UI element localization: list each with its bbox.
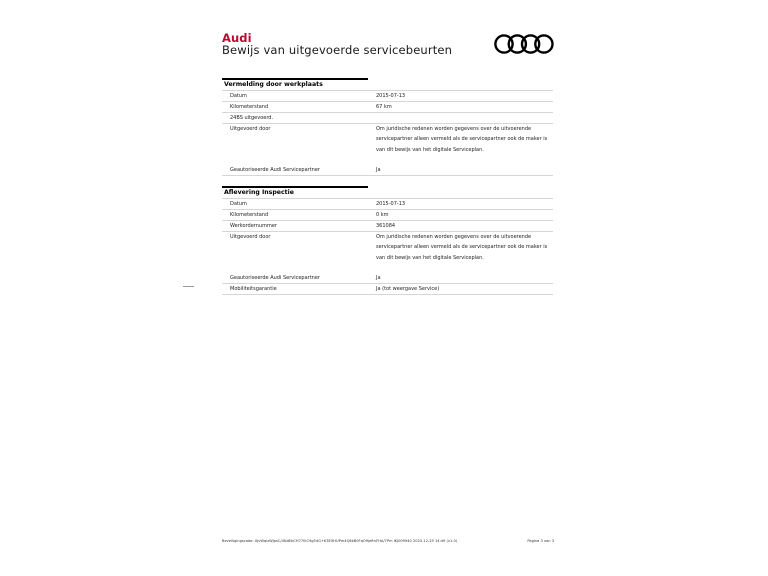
table-row — [222, 102, 553, 113]
row-label: Mobiliteitsgarantie — [230, 286, 277, 292]
row-value — [368, 232, 553, 273]
section-title: Vermelding door werkplaats — [222, 80, 553, 91]
table-row — [222, 210, 553, 221]
page-footer — [222, 539, 554, 543]
table-row — [222, 91, 553, 102]
row-value: 0 km — [376, 212, 389, 218]
value-line: Om juridische redenen worden gegevens over de uitvoerende — [376, 126, 532, 132]
value-line: servicepartner alleen vermeld als de servicepartner ook de maker is — [376, 136, 548, 143]
row-label: Werkordernummer — [230, 223, 277, 229]
row-label: Geautoriseerde Audi Servicepartner — [230, 275, 320, 281]
document-page — [222, 0, 553, 576]
value-line: van dit bewijs van het digitale Serviceplan. — [376, 254, 484, 261]
row-label: Geautoriseerde Audi Servicepartner — [230, 167, 320, 173]
row-value: Ja (tot weergave Service) — [376, 286, 440, 292]
row-label: Datum — [230, 201, 247, 207]
table-row — [222, 124, 553, 165]
brand-name: Audi — [222, 31, 252, 45]
section-title: Aflevering Inspectie — [222, 188, 553, 199]
table-row — [222, 113, 553, 124]
row-value: Ja — [376, 167, 381, 173]
row-label: Uitgevoerd door — [230, 126, 271, 132]
audi-rings-logo-icon — [494, 33, 554, 55]
row-value: 67 km — [376, 104, 392, 110]
row-label: Datum — [230, 93, 247, 99]
value-line: van dit bewijs van het digitale Serviceplan. — [376, 146, 484, 153]
security-code: Beveiligingscode: XJvWqlzWJpsC/4NdEbCH77l0C9g54G+K3EXHUPm4Q6kB0FqO9jeftnFHA/7Pm IKJ009940 2025-12-29 14:49 (v1.0) — [222, 539, 458, 543]
row-label: 24BS uitgevoerd. — [230, 115, 274, 121]
row-label: Kilometerstand — [230, 104, 269, 110]
value-line: Om juridische redenen worden gegevens over de uitvoerende — [376, 234, 532, 240]
table-row — [222, 165, 553, 176]
table-row — [222, 284, 553, 295]
row-value: 2015-07-13 — [376, 201, 406, 207]
table-row — [222, 232, 553, 273]
section-vermelding-door-werkplaats — [222, 78, 553, 176]
table-row — [222, 221, 553, 232]
row-label: Uitgevoerd door — [230, 234, 271, 240]
document-title: Bewijs van uitgevoerde servicebeurten — [222, 43, 453, 57]
page-number: Pagina 3 van 3 — [527, 539, 554, 543]
fold-mark — [183, 286, 194, 287]
table-row — [222, 273, 553, 284]
table-row — [222, 199, 553, 210]
value-line: servicepartner alleen vermeld als de servicepartner ook de maker is — [376, 244, 548, 251]
row-value: 2015-07-13 — [376, 93, 406, 99]
section-aflevering-inspectie — [222, 186, 553, 295]
row-value — [368, 124, 553, 165]
row-value: Ja — [376, 275, 381, 281]
row-label: Kilometerstand — [230, 212, 269, 218]
row-value — [368, 113, 553, 123]
row-value: 361084 — [376, 223, 396, 229]
